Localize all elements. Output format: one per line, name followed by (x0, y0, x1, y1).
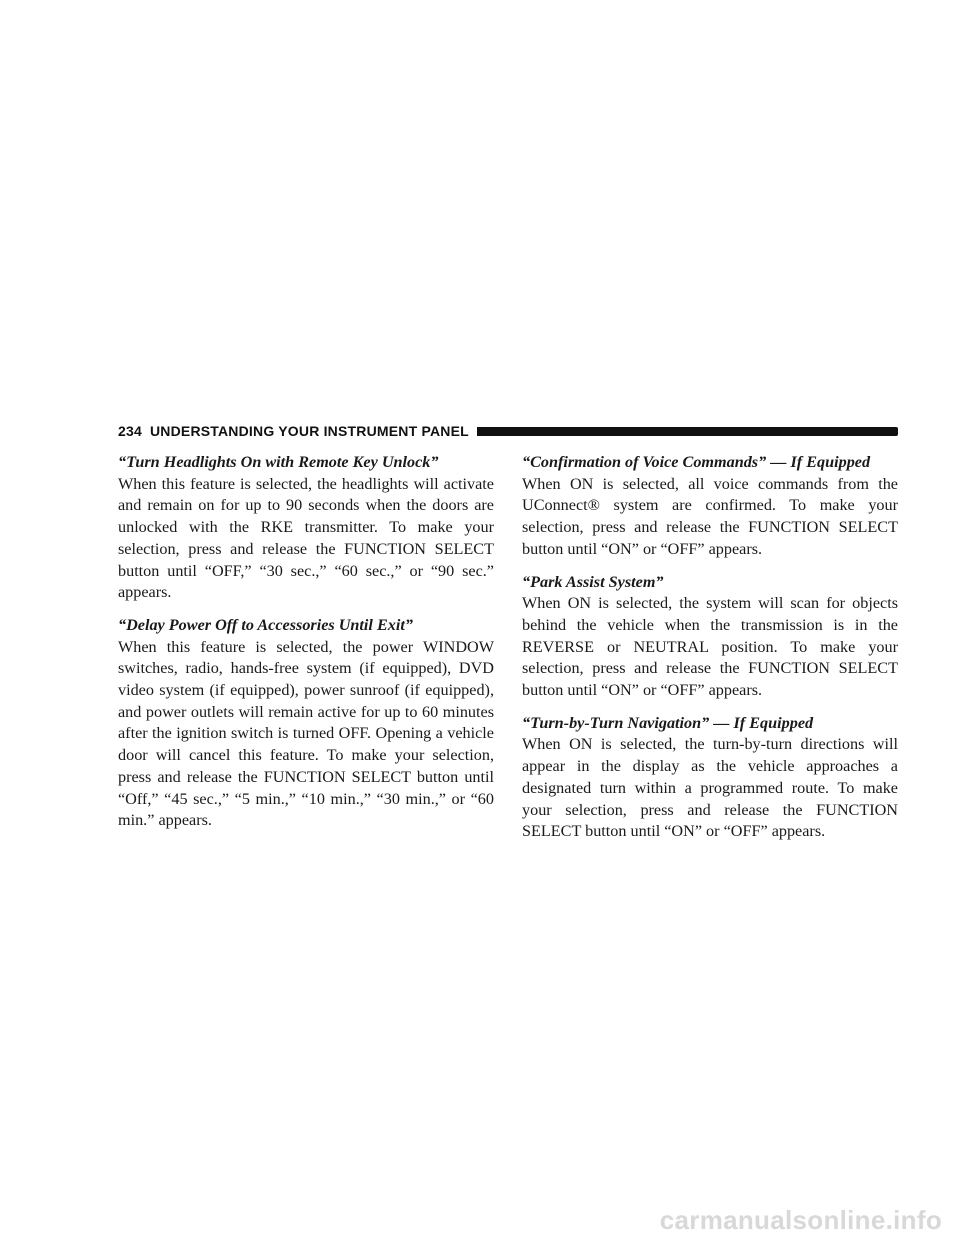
section-title: UNDERSTANDING YOUR INSTRUMENT PANEL (149, 423, 469, 439)
section-heading: “Delay Power Off to Accessories Until Exit” (118, 615, 413, 634)
section-body: When ON is selected, the turn-by-turn directions will appear in the display as the vehicle approaches a designated turn within a programmed route. To make your selection, press and release the FUNCTION SELECT button until “ON” or “OFF” appears. (522, 735, 898, 841)
section-heading: “Turn Headlights On with Remote Key Unlock” (118, 453, 439, 471)
section-heading: “Park Assist System” (522, 572, 664, 591)
left-column (118, 452, 494, 843)
section-park-assist (522, 572, 898, 702)
section-body: When this feature is selected, the power WINDOW switches, radio, hands-free system (if equipped), DVD video system (if equipped), power sunroof (if equipped), and power outlets will remain active for up to 60 minutes after the ignition switch is turned OFF. Opening a vehicle door will cancel this feature. To make your selection, press and release the FUNCTION SELECT button until “Off,” “45 sec.,” “5 min.,” “10 min.,” “30 min.,” or “60 min.” appears. (118, 637, 494, 830)
section-turn-by-turn (522, 713, 898, 843)
page-number: 234 (118, 423, 142, 439)
section-voice-confirmation (522, 452, 898, 561)
page-header (118, 420, 898, 442)
section-body: When ON is selected, all voice commands from the UConnect® system are confirmed. To make your selection, press and release the FUNCTION SELECT button until “ON” or “OFF” appears. (522, 474, 898, 558)
section-heading: “Confirmation of Voice Commands” — If Equipped (522, 453, 871, 471)
section-heading: “Turn-by-Turn Navigation” — If Equipped (522, 713, 814, 732)
section-headlights-remote-unlock (118, 452, 494, 604)
header-rule (477, 427, 898, 436)
section-delay-power-off (118, 615, 494, 832)
section-body: When this feature is selected, the headlights will activate and remain on for up to 90 seconds when the doors are unlocked with the RKE transmitter. To make your selection, press and release the FUNCTION SELECT button until “OFF,” “30 sec.,” “60 sec.,” or “90 sec.” appears. (118, 474, 494, 602)
right-column (522, 452, 898, 854)
watermark: carmanualsonline.info (659, 1205, 942, 1235)
section-body: When ON is selected, the system will scan for objects behind the vehicle when the transmission is in the REVERSE or NEUTRAL position. To make your selection, press and release the FUNCTION SELECT button until “ON” or “OFF” appears. (522, 594, 898, 700)
